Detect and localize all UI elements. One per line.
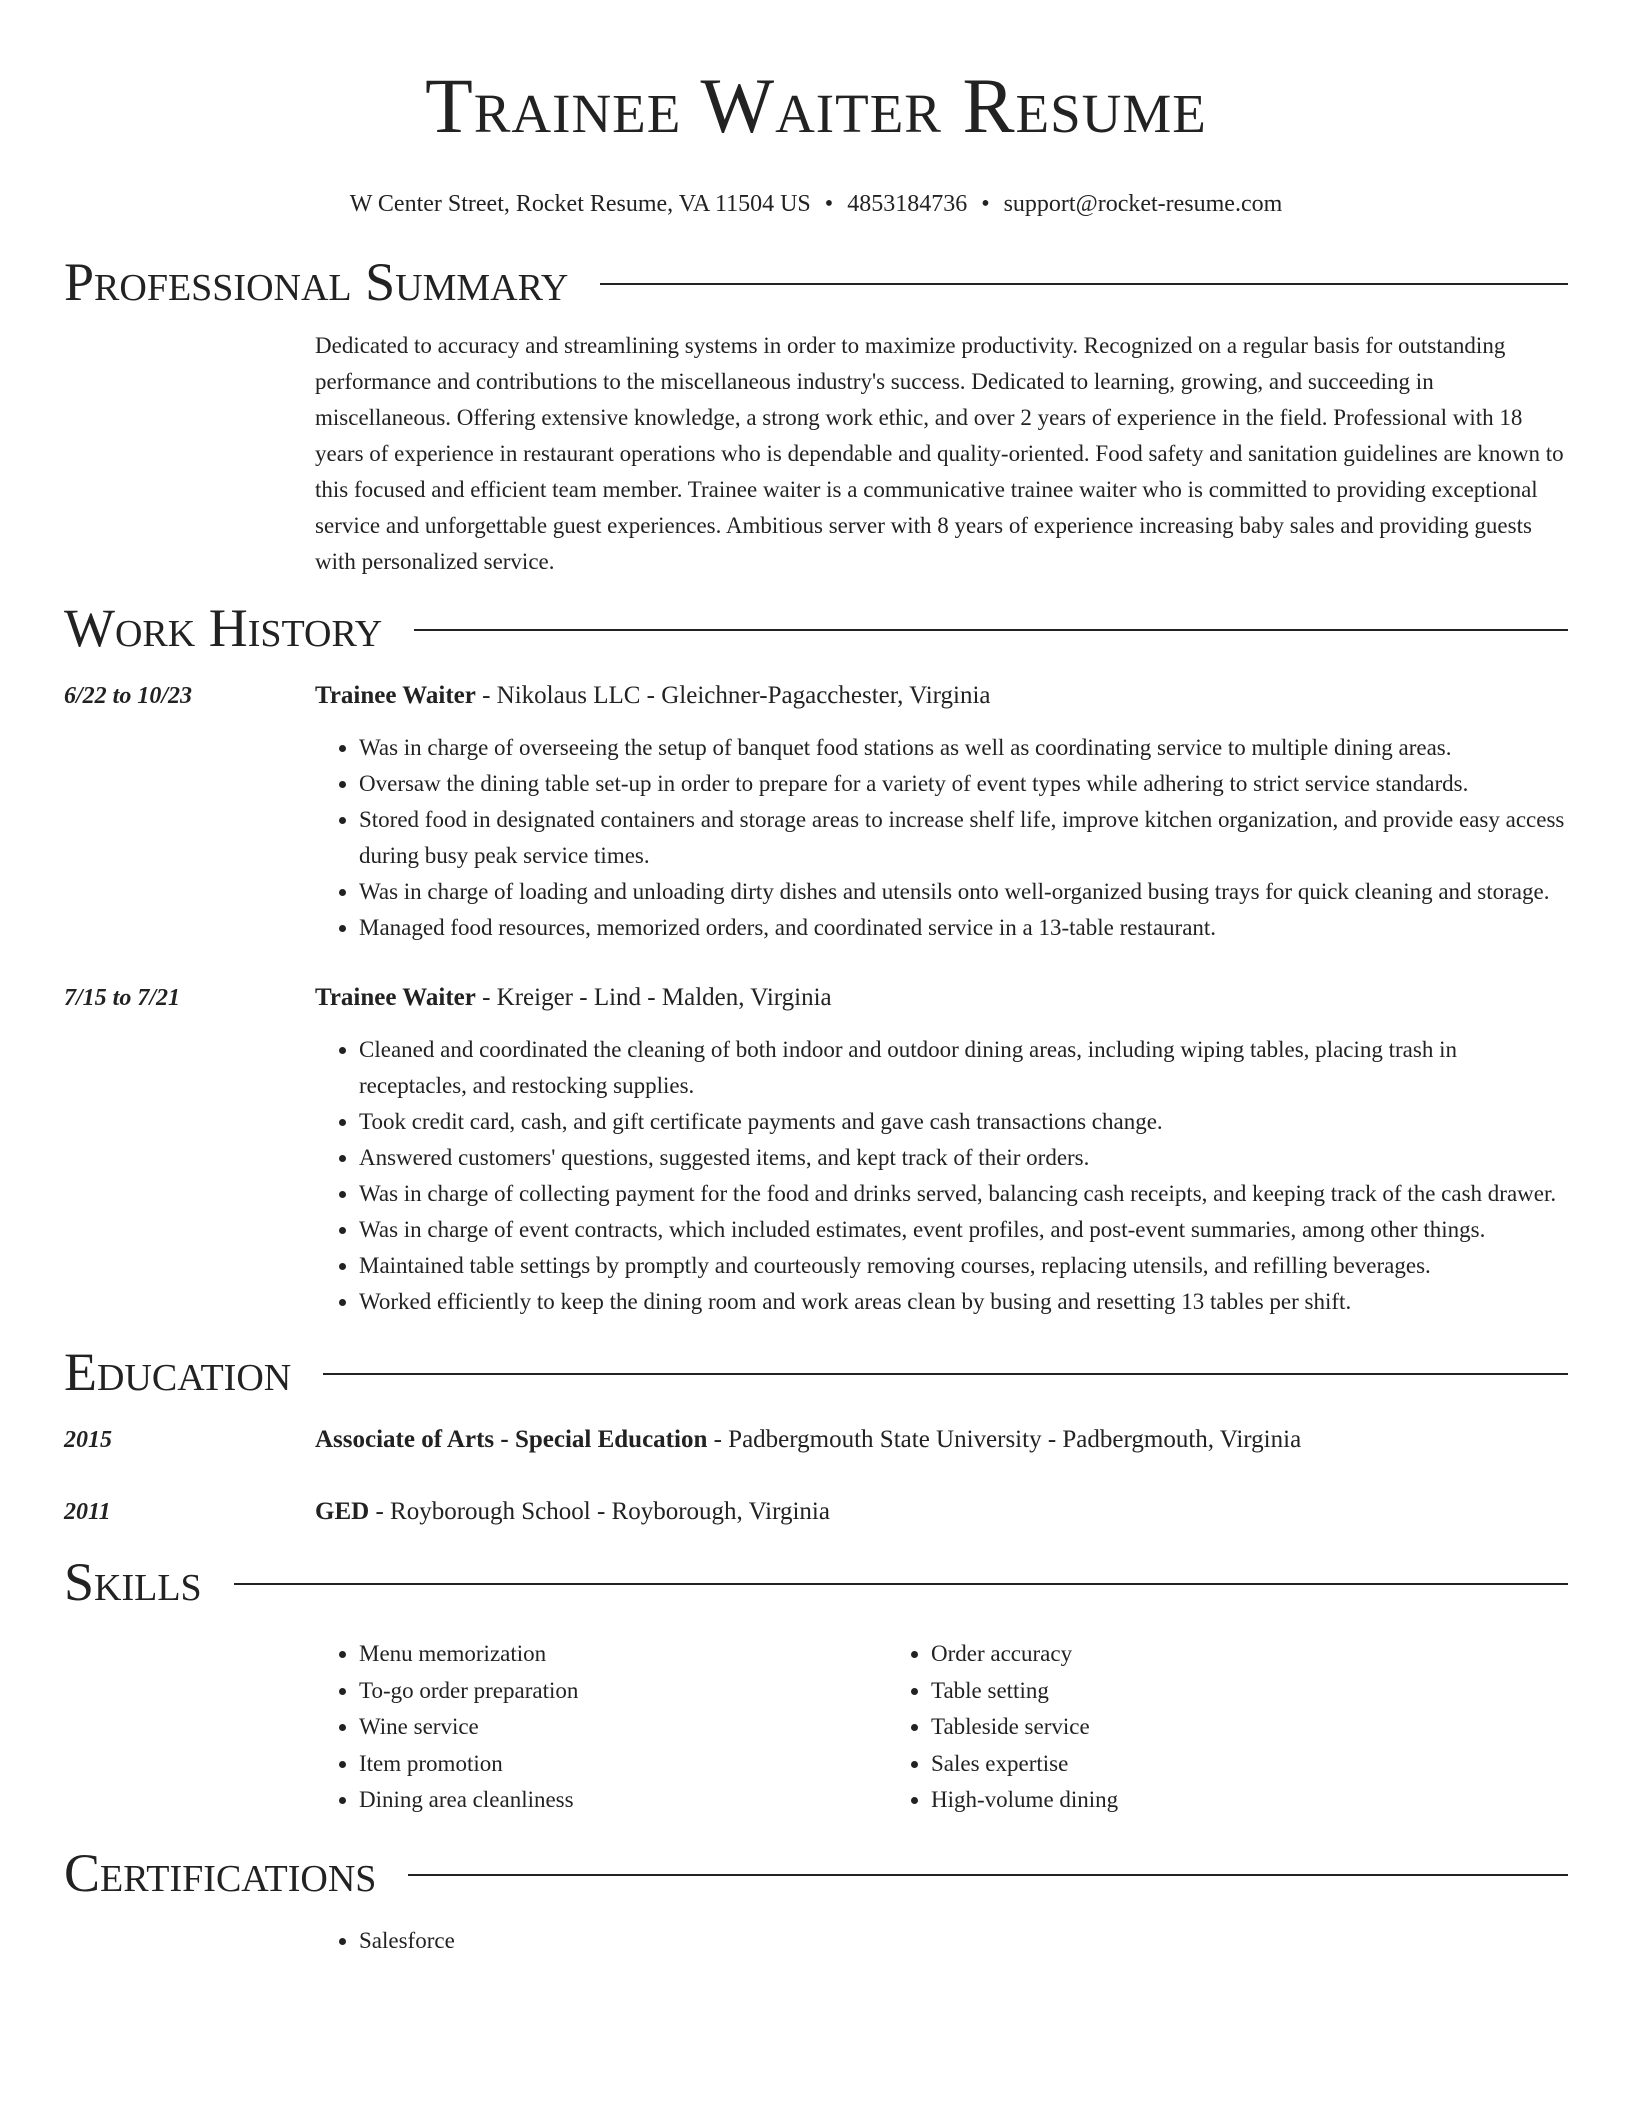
education-year: 2015 (64, 1427, 112, 1453)
section-work-history (64, 596, 1568, 660)
contact-separator: • (824, 191, 834, 217)
section-heading: Work History (64, 598, 383, 658)
certifications-list (315, 1923, 1568, 1959)
job-title: Trainee Waiter (315, 984, 476, 1011)
section-divider (600, 283, 1568, 285)
job-entry (64, 678, 1568, 946)
list-item: • High-volume dining (931, 1782, 1568, 1819)
list-item: • Worked efficiently to keep the dining room and work areas clean by busing and resetting 13 tables per shift. (359, 1284, 1568, 1320)
list-item: • Stored food in designated containers and storage areas to increase shelf life, improve kitchen organization, and provide easy access during busy peak service times. (359, 802, 1568, 874)
list-item: • Was in charge of event contracts, which included estimates, event profiles, and post-event summaries, among other things. (359, 1212, 1568, 1248)
section-professional-summary (64, 250, 1568, 314)
list-item: • Salesforce (359, 1923, 1568, 1959)
job-dates: 7/15 to 7/21 (64, 985, 181, 1011)
section-education (64, 1340, 1568, 1404)
job-heading (315, 980, 1568, 1016)
certifications-items (315, 1923, 1568, 1959)
list-item: • Oversaw the dining table set-up in order to prepare for a variety of event types while adhering to strict service standards. (359, 766, 1568, 802)
job-employer: - Nikolaus LLC - Gleichner-Pagacchester, Virginia (475, 682, 991, 709)
section-divider (414, 629, 1568, 631)
list-item: • Was in charge of collecting payment for the food and drinks served, balancing cash receipts, and keeping track of the cash drawer. (359, 1176, 1568, 1212)
contact-address: W Center Street, Rocket Resume, VA 11504 US (349, 191, 811, 217)
section-heading: Education (64, 1342, 292, 1402)
list-item: • Tableside service (931, 1709, 1568, 1746)
list-item: • Item promotion (359, 1746, 887, 1783)
section-heading: Professional Summary (64, 252, 569, 312)
education-body (315, 1422, 1568, 1458)
list-item: • Menu memorization (359, 1636, 887, 1673)
job-heading (315, 678, 1568, 714)
job-employer: - Kreiger - Lind - Malden, Virginia (475, 984, 832, 1011)
job-body (315, 980, 1568, 1320)
list-item: • Took credit card, cash, and gift certificate payments and gave cash transactions change. (359, 1104, 1568, 1140)
list-item: • Answered customers' questions, suggested items, and kept track of their orders. (359, 1140, 1568, 1176)
education-school: - Royborough School - Royborough, Virginia (369, 1498, 830, 1525)
summary-text: Dedicated to accuracy and streamlining systems in order to maximize productivity. Recognized on a regular basis for outstanding performance and contributions to the miscellaneous industry's success. Dedicated to learning, growing, and succeeding in miscellaneous. Offering extensive knowledge, a strong work ethic, and over 2 years of experience in the field. Professional with 18 years of experience in restaurant operations who is dependable and quality-oriented. Food safety and sanitation guidelines are known to this focused and efficient team member. Trainee waiter is a communicative trainee waiter who is committed to providing exceptional service and unforgettable guest experiences. Ambitious server with 8 years of experience increasing baby sales and providing guests with personalized service. (315, 333, 1564, 574)
section-skills (64, 1550, 1568, 1614)
job-title: Trainee Waiter (315, 682, 476, 709)
list-item: • Was in charge of overseeing the setup of banquet food stations as well as coordinating service to multiple dining areas. (359, 730, 1568, 766)
education-degree: Associate of Arts - Special Education (315, 1426, 708, 1453)
education-degree: GED (315, 1498, 370, 1525)
list-item: • Wine service (359, 1709, 887, 1746)
section-divider (408, 1874, 1568, 1876)
skills-list (315, 1636, 1568, 1819)
job-bullets (315, 730, 1568, 946)
list-item: • Cleaned and coordinated the cleaning of both indoor and outdoor dining areas, including wiping tables, placing trash in receptacles, and restocking supplies. (359, 1032, 1568, 1104)
list-item: • Dining area cleanliness (359, 1782, 887, 1819)
list-item: • Managed food resources, memorized orders, and coordinated service in a 13-table restaurant. (359, 910, 1568, 946)
page-title: Trainee Waiter Resume (425, 62, 1207, 149)
list-item: • Order accuracy (931, 1636, 1568, 1673)
contact-email[interactable]: support@rocket-resume.com (1003, 191, 1283, 217)
job-bullets (315, 1032, 1568, 1320)
contact-phone: 4853184736 (847, 191, 968, 217)
education-body (315, 1494, 1568, 1530)
education-school: - Padbergmouth State University - Padbergmouth, Virginia (707, 1426, 1302, 1453)
section-heading: Certifications (64, 1842, 377, 1903)
job-dates: 6/22 to 10/23 (64, 683, 193, 709)
section-divider (234, 1583, 1568, 1585)
list-item: • Was in charge of loading and unloading dirty dishes and utensils onto well-organized busing trays for quick cleaning and storage. (359, 874, 1568, 910)
skills-column-right (887, 1636, 1568, 1819)
contact-separator: • (981, 191, 990, 217)
job-body (315, 678, 1568, 946)
education-heading (315, 1422, 1568, 1458)
skills-column-left (315, 1636, 887, 1819)
education-heading (315, 1494, 1568, 1530)
list-item: • Sales expertise (931, 1746, 1568, 1783)
section-certifications (64, 1841, 1568, 1905)
contact-line (64, 188, 1568, 220)
list-item: • To-go order preparation (359, 1673, 887, 1710)
section-heading: Skills (64, 1552, 202, 1612)
list-item: • Table setting (931, 1673, 1568, 1710)
education-entry (64, 1494, 1568, 1530)
education-year: 2011 (64, 1499, 111, 1525)
job-entry (64, 980, 1568, 1320)
section-divider (323, 1373, 1568, 1375)
education-entry (64, 1422, 1568, 1458)
list-item: • Maintained table settings by promptly and courteously removing courses, replacing utensils, and refilling beverages. (359, 1248, 1568, 1284)
